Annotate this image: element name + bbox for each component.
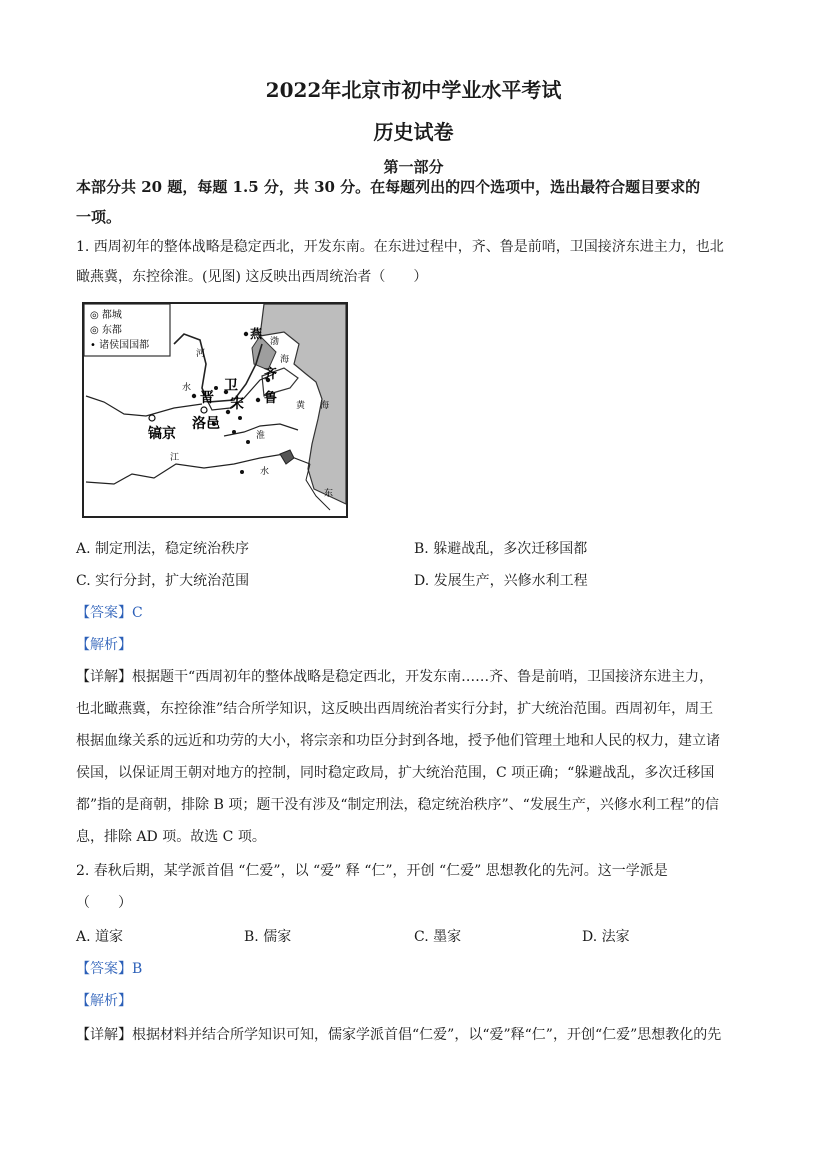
- legend-vassal-capital: • 诸侯国国都: [90, 340, 150, 351]
- label-river-huai: 淮: [256, 431, 266, 441]
- q2-option-d[interactable]: D. 法家: [582, 929, 630, 945]
- label-wei: 卫: [224, 378, 238, 394]
- q1-detail-line-6: 息，排除 AD 项。故选 C 项。: [76, 829, 266, 845]
- question-1-line-2: 瞰燕冀，东控徐淮。(见图) 这反映出西周统治者（ ）: [76, 269, 428, 285]
- label-east-sea: 东: [324, 489, 334, 499]
- section-heading: 第一部分: [383, 158, 444, 176]
- city-marker: [238, 416, 242, 420]
- legend-east-capital: ◎ 东都: [90, 325, 122, 336]
- q1-analysis: 【解析】: [76, 637, 132, 653]
- q1-detail-line-5: 都”指的是商朝，排除 B 项；题干没有涉及“制定刑法，稳定统治秩序”、“发展生产，兴修水利工程”的信: [76, 797, 719, 813]
- label-yan: 燕: [250, 327, 263, 341]
- haojing-marker: [149, 415, 155, 421]
- city-marker: [246, 440, 250, 444]
- question-1-line-1: 1. 西周初年的整体战略是稳定西北，开发东南。在东进过程中，齐、鲁是前哨，卫国接济东进主力，也北: [76, 239, 724, 255]
- city-marker: [232, 430, 236, 434]
- label-bohai-hai: 海: [280, 355, 290, 365]
- instructions-line-1: 本部分共 20 题，每题 1.5 分，共 30 分。在每题列出的四个选项中，选出最符合题目要求的: [76, 178, 701, 196]
- q2-option-a[interactable]: A. 道家: [76, 929, 124, 945]
- q2-answer: 【答案】B: [76, 961, 143, 977]
- legend-capital: ◎ 都城: [90, 310, 122, 321]
- label-jin: 晋: [200, 390, 214, 406]
- q1-detail-line-2: 也北瞰燕冀，东控徐淮”结合所学知识，这反映出西周统治者实行分封，扩大统治范围。西周初年，周王: [76, 701, 714, 717]
- page-title: 2022年北京市初中学业水平考试: [265, 78, 562, 102]
- q1-option-c[interactable]: C. 实行分封，扩大统治范围: [76, 573, 250, 589]
- label-huanghai-hai: 海: [320, 401, 330, 411]
- q1-answer: 【答案】C: [76, 605, 143, 621]
- label-haojing: 镐京: [148, 426, 176, 442]
- q2-detail-line-1: 【详解】根据材料并结合所学知识可知，儒家学派首倡“仁爱”，以“爱”释“仁”，开创“仁爱”思想教化的先: [76, 1027, 722, 1043]
- label-huanghai: 黄: [296, 401, 306, 411]
- q1-option-a[interactable]: A. 制定刑法，稳定统治秩序: [76, 541, 250, 557]
- label-bohai: 渤: [270, 337, 280, 347]
- question-2-line-1: 2. 春秋后期，某学派首倡 “仁爱”，以 “爱” 释 “仁”，开创 “仁爱” 思想教化的先河。这一学派是: [76, 863, 668, 879]
- label-lu: 鲁: [264, 391, 278, 406]
- lu-marker: [256, 398, 260, 402]
- page-subtitle: 历史试卷: [373, 120, 454, 144]
- q1-option-b[interactable]: B. 躲避战乱，多次迁移国都: [414, 541, 588, 557]
- q1-detail-line-4: 侯国，以保证周王朝对地方的控制，同时稳定政局，扩大统治范围，C 项正确；“躲避战乱，多次迁移国: [76, 765, 715, 781]
- label-river-he: 河: [196, 349, 206, 359]
- q2-option-b[interactable]: B. 儒家: [244, 929, 292, 945]
- q1-detail-line-3: 根据血缘关系的远近和功劳的大小，将宗亲和功臣分封到各地，授予他们管理土地和人民的权力，建立诸: [76, 733, 720, 749]
- q2-option-c[interactable]: C. 墨家: [414, 929, 462, 945]
- label-river-jiang: 江: [170, 453, 180, 463]
- instructions-line-2: 一项。: [76, 208, 122, 226]
- lake: [280, 450, 294, 464]
- q1-option-d[interactable]: D. 发展生产，兴修水利工程: [414, 573, 588, 589]
- label-luoyi: 洛邑: [192, 416, 220, 432]
- label-qi: 齐: [264, 367, 278, 382]
- question-2-line-2: （ ）: [76, 895, 132, 911]
- q2-analysis: 【解析】: [76, 993, 132, 1009]
- city-marker: [240, 470, 244, 474]
- city-marker: [214, 386, 218, 390]
- luoyi-marker: [201, 407, 207, 413]
- label-river-shui: 水: [182, 383, 192, 393]
- label-song: 宋: [230, 396, 244, 412]
- wei-river: [86, 396, 202, 416]
- zhou-map-figure: [82, 302, 348, 518]
- yangtze-river: [86, 454, 310, 484]
- label-river-shui-2: 水: [260, 467, 270, 477]
- yan-marker: [244, 332, 248, 336]
- jin-marker: [192, 394, 196, 398]
- q1-detail-line-1: 【详解】根据题干“西周初年的整体战略是稳定西北，开发东南……齐、鲁是前哨，卫国接济东进主力，: [76, 669, 714, 685]
